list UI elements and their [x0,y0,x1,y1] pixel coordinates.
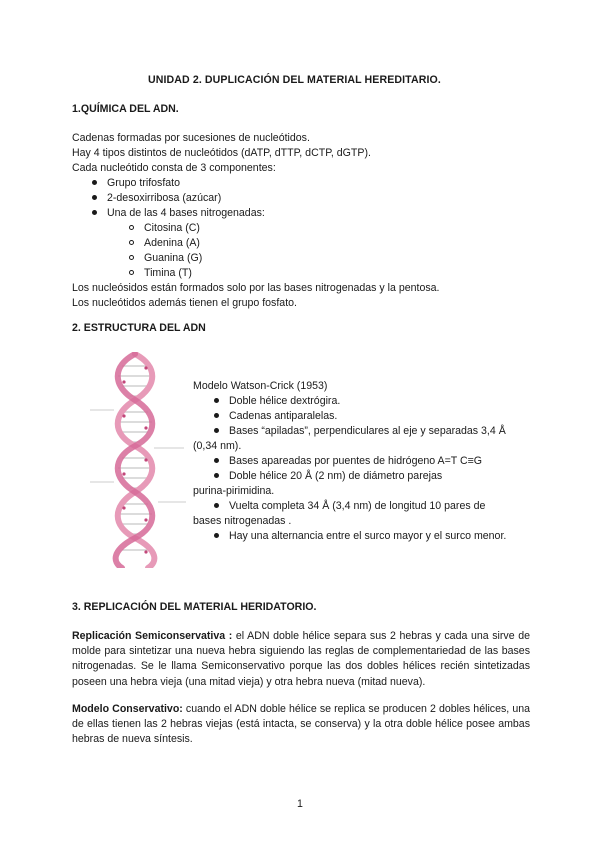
page-number: 1 [297,798,303,810]
section-1-body [72,131,439,311]
bullet-icon [214,473,219,478]
dna-helix-image [88,352,192,568]
paragraph-semiconservative [72,629,530,690]
text-line: Cada nucleótido consta de 3 componentes: [72,162,276,174]
list-item: Vuelta completa 34 Å (3,4 nm) de longitud 10 pares de [193,499,506,514]
bullet-icon [92,180,97,185]
bullet-icon [214,458,219,463]
section-3-heading: 3. REPLICACIÓN DEL MATERIAL HERIDATORIO. [72,601,317,613]
bullet-icon [214,428,219,433]
text-line: Hay 4 tipos distintos de nucleótidos (dATP, dTTP, dCTP, dGTP). [72,147,371,159]
list-item: Cadenas antiparalelas. [193,409,506,424]
list-item: Una de las 4 bases nitrogenadas: [92,206,439,221]
bullet-icon [92,195,97,200]
bullet-icon [92,210,97,215]
paragraph-conservative [72,702,530,748]
list-item: Adenina (A) [129,236,439,251]
components-list [72,176,439,281]
list-item: Bases “apiladas”, perpendiculares al eje y separadas 3,4 Å [193,424,506,439]
unit-title: UNIDAD 2. DUPLICACIÓN DEL MATERIAL HEREDITARIO. [148,74,441,86]
model-title: Modelo Watson-Crick (1953) [193,380,328,392]
list-item: Guanina (G) [129,251,439,266]
term-semiconservative: Replicación Semiconservativa : [72,630,233,642]
list-item: Hay una alternancia entre el surco mayor y el surco menor. [193,529,506,544]
bullet-icon [214,398,219,403]
text-line: Los nucleótidos además tienen el grupo fosfato. [72,297,297,309]
paragraph-text: cuando el ADN doble hélice se replica se producen 2 dobles hélices, una de ellas tienen las 2 hebras viejas (está intacta, se conserva) y la otra doble hélice posee ambas hebras de nueva síntesis. [72,703,530,746]
list-item: Grupo trifosfato [92,176,439,191]
list-item: 2-desoxirribosa (azúcar) [92,191,439,206]
circle-bullet-icon [129,225,134,230]
text-line: purina-pirimidina. [193,485,275,497]
list-item: Bases apareadas por puentes de hidrógeno A=T C≡G [193,454,506,469]
text-line: Cadenas formadas por sucesiones de nucleótidos. [72,132,310,144]
section-1-heading: 1.QUÍMICA DEL ADN. [72,103,179,115]
bullet-icon [214,533,219,538]
text-line: Los nucleósidos están formados solo por las bases nitrogenadas y la pentosa. [72,282,440,294]
list-item: Timina (T) [129,266,439,281]
bullet-icon [214,413,219,418]
watson-crick-block [193,379,506,544]
list-item: Doble hélice dextrógira. [193,394,506,409]
text-line: (0,34 nm). [193,440,242,452]
list-item: Doble hélice 20 Å (2 nm) de diámetro parejas [193,469,506,484]
section-2-heading: 2. ESTRUCTURA DEL ADN [72,322,206,334]
list-item: Citosina (C) [129,221,439,236]
paragraph-text: el ADN doble hélice separa sus 2 hebras y cada una sirve de molde para sintetizar una nueva hebra siguiendo las reglas de complementariedad de las bases nitrogenadas. Se le llama Semiconservativo porque las dos dobles hélices recién sintetizadas poseen una hebra vieja (una mitad vieja) y otra hebra nueva (mitad nueva). [72,630,530,688]
text-line: bases nitrogenadas . [193,515,292,527]
term-conservative: Modelo Conservativo: [72,703,183,715]
bullet-icon [214,503,219,508]
circle-bullet-icon [129,240,134,245]
circle-bullet-icon [129,270,134,275]
circle-bullet-icon [129,255,134,260]
bases-list [92,221,439,281]
